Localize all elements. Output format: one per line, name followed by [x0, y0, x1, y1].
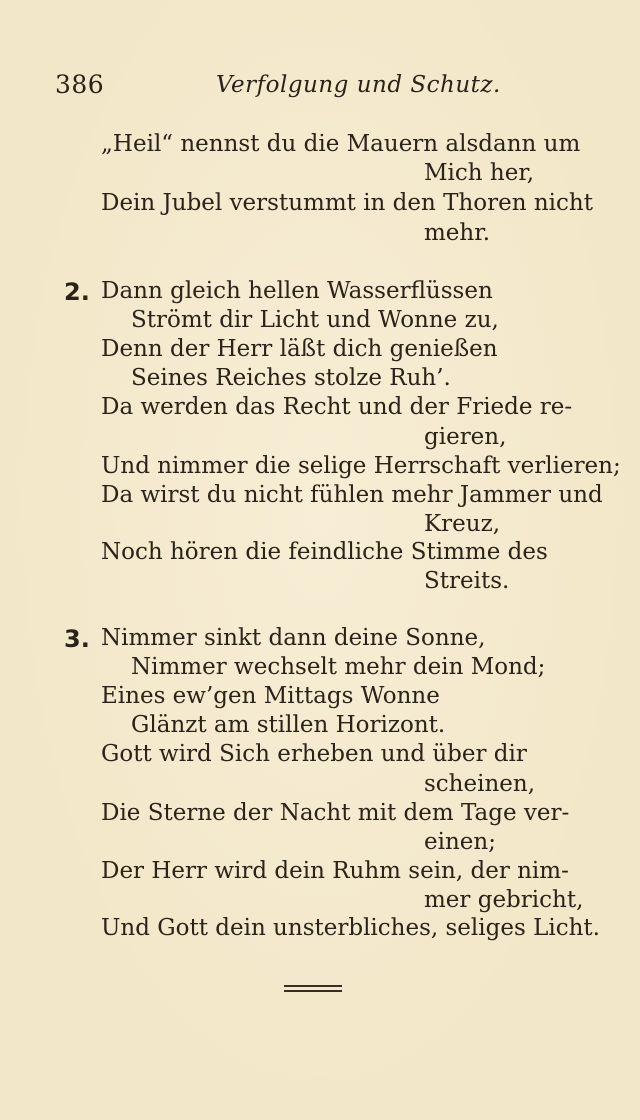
verse-line: gieren, [424, 424, 507, 450]
verse-line: mehr. [424, 220, 491, 246]
verse-line: scheinen, [424, 771, 536, 797]
verse-line: Und nimmer die selige Herrschaft verlieren; [101, 453, 621, 479]
verse-line: Glänzt am stillen Horizont. [131, 712, 446, 738]
verse-line: Dein Jubel verstummt in den Thoren nicht [101, 190, 593, 216]
verse-line: Nimmer wechselt mehr dein Mond; [131, 654, 546, 680]
verse-line: Nimmer sinkt dann deine Sonne, [101, 625, 486, 651]
running-head: Verfolgung und Schutz. [216, 72, 501, 98]
verse-line: Noch hören die feindliche Stimme des [101, 539, 548, 565]
stanza-number: 2. [64, 278, 90, 306]
end-rule [284, 985, 342, 987]
verse-line: Eines ew’gen Mittags Wonne [101, 683, 440, 709]
verse-line: Gott wird Sich erheben und über dir [101, 741, 527, 767]
end-rule [284, 990, 342, 992]
verse-line: mer gebricht, [424, 887, 584, 913]
verse-line: Da werden das Recht und der Friede re- [101, 394, 573, 420]
verse-line: einen; [424, 829, 496, 855]
page-number: 386 [55, 70, 105, 99]
verse-line: Streits. [424, 568, 510, 594]
verse-line: Seines Reiches stolze Ruh’. [131, 365, 451, 391]
verse-line: Und Gott dein unsterbliches, seliges Licht. [101, 915, 600, 941]
verse-line: Die Sterne der Nacht mit dem Tage ver- [101, 800, 570, 826]
verse-line: Kreuz, [424, 511, 501, 537]
verse-line: Da wirst du nicht fühlen mehr Jammer und [101, 482, 603, 508]
verse-line: „Heil“ nennst du die Mauern alsdann um [101, 131, 581, 157]
verse-line: Mich her, [424, 160, 535, 186]
verse-line: Denn der Herr läßt dich genießen [101, 336, 498, 362]
verse-line: Strömt dir Licht und Wonne zu, [131, 307, 499, 333]
verse-line: Dann gleich hellen Wasserflüssen [101, 278, 493, 304]
verse-line: Der Herr wird dein Ruhm sein, der nim- [101, 858, 569, 884]
stanza-number: 3. [64, 625, 90, 653]
